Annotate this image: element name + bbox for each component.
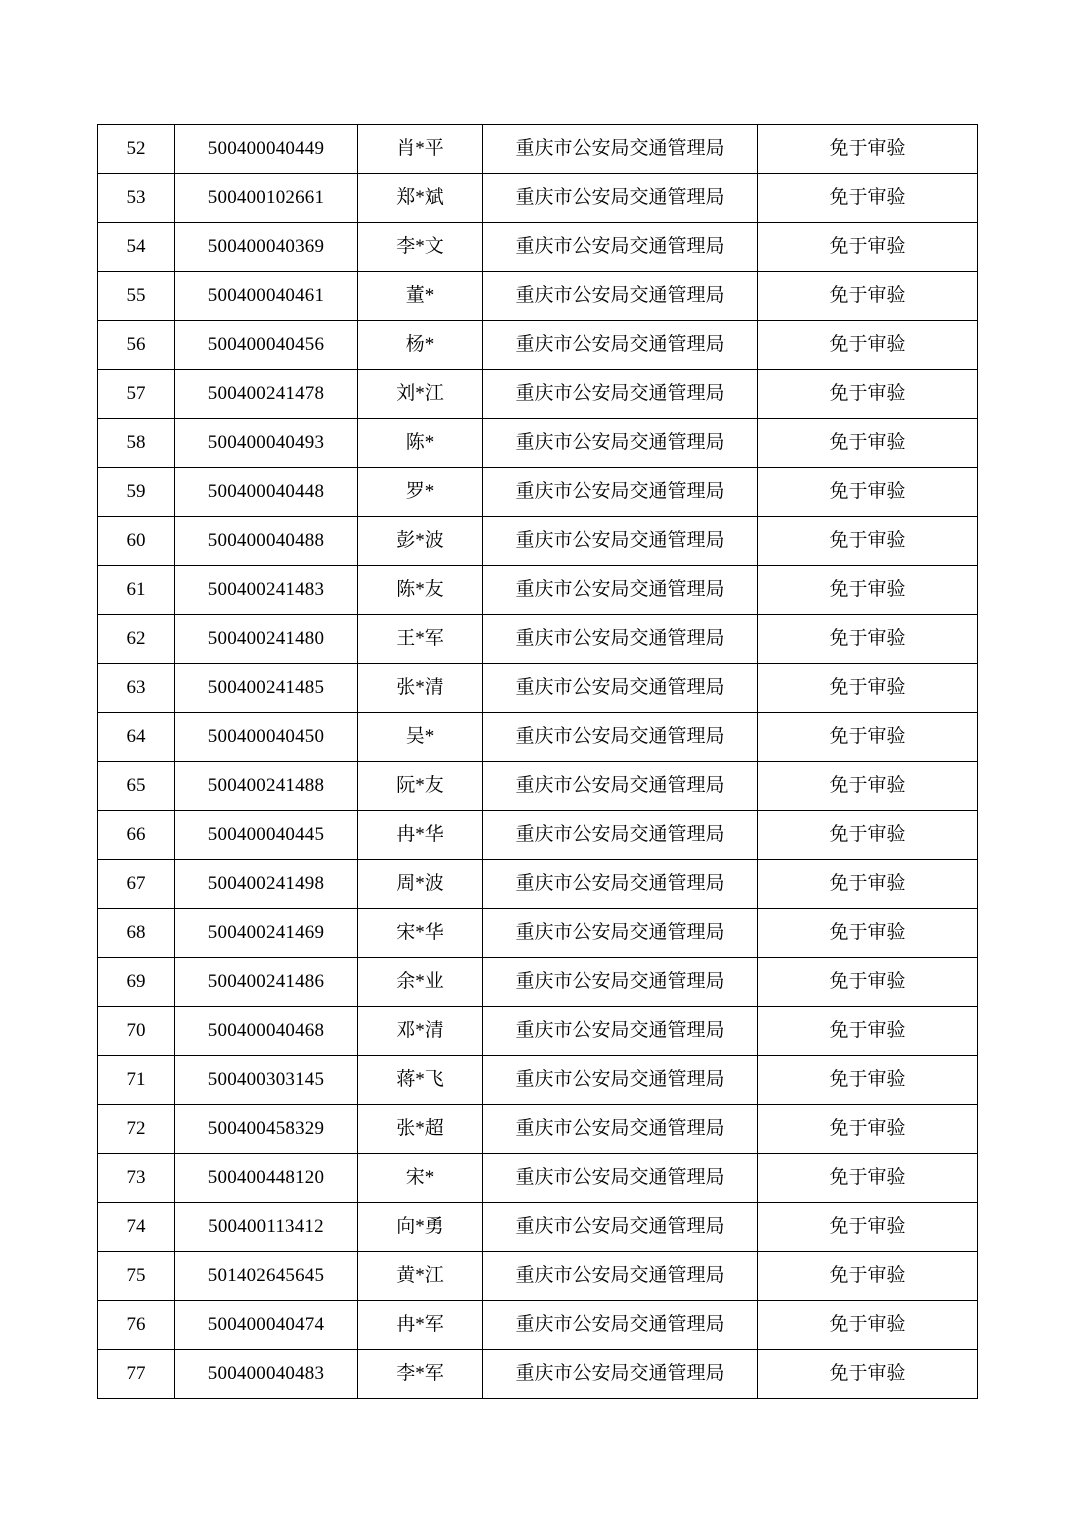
cell-index: 70 — [98, 1007, 175, 1056]
table-row — [98, 517, 978, 566]
cell-name: 郑*斌 — [358, 174, 483, 223]
cell-name: 罗* — [358, 468, 483, 517]
cell-index: 76 — [98, 1301, 175, 1350]
cell-status: 免于审验 — [758, 958, 978, 1007]
cell-id: 500400448120 — [175, 1154, 358, 1203]
cell-id: 500400040448 — [175, 468, 358, 517]
cell-id: 500400303145 — [175, 1056, 358, 1105]
cell-status: 免于审验 — [758, 1252, 978, 1301]
table-row — [98, 1056, 978, 1105]
cell-org: 重庆市公安局交通管理局 — [483, 713, 758, 762]
table-row — [98, 223, 978, 272]
table-row — [98, 1154, 978, 1203]
cell-id: 500400040449 — [175, 125, 358, 174]
cell-id: 500400241469 — [175, 909, 358, 958]
cell-index: 74 — [98, 1203, 175, 1252]
cell-index: 63 — [98, 664, 175, 713]
cell-index: 75 — [98, 1252, 175, 1301]
cell-name: 刘*江 — [358, 370, 483, 419]
cell-status: 免于审验 — [758, 1056, 978, 1105]
cell-org: 重庆市公安局交通管理局 — [483, 811, 758, 860]
cell-status: 免于审验 — [758, 615, 978, 664]
cell-name: 黄*江 — [358, 1252, 483, 1301]
cell-id: 500400040369 — [175, 223, 358, 272]
cell-index: 65 — [98, 762, 175, 811]
cell-status: 免于审验 — [758, 125, 978, 174]
cell-index: 58 — [98, 419, 175, 468]
cell-status: 免于审验 — [758, 517, 978, 566]
cell-org: 重庆市公安局交通管理局 — [483, 370, 758, 419]
table-row — [98, 419, 978, 468]
cell-name: 陈*友 — [358, 566, 483, 615]
table-row — [98, 125, 978, 174]
cell-status: 免于审验 — [758, 321, 978, 370]
table-row — [98, 909, 978, 958]
cell-index: 55 — [98, 272, 175, 321]
cell-status: 免于审验 — [758, 713, 978, 762]
cell-name: 宋*华 — [358, 909, 483, 958]
cell-id: 500400102661 — [175, 174, 358, 223]
cell-name: 王*军 — [358, 615, 483, 664]
cell-name: 向*勇 — [358, 1203, 483, 1252]
cell-name: 周*波 — [358, 860, 483, 909]
table-row — [98, 321, 978, 370]
cell-name: 吴* — [358, 713, 483, 762]
cell-org: 重庆市公安局交通管理局 — [483, 174, 758, 223]
cell-name: 张*超 — [358, 1105, 483, 1154]
cell-status: 免于审验 — [758, 1154, 978, 1203]
cell-id: 500400241480 — [175, 615, 358, 664]
table-row — [98, 272, 978, 321]
cell-org: 重庆市公安局交通管理局 — [483, 1203, 758, 1252]
cell-name: 张*清 — [358, 664, 483, 713]
cell-index: 73 — [98, 1154, 175, 1203]
cell-id: 500400241483 — [175, 566, 358, 615]
cell-status: 免于审验 — [758, 370, 978, 419]
cell-id: 500400040483 — [175, 1350, 358, 1399]
cell-id: 500400040493 — [175, 419, 358, 468]
cell-org: 重庆市公安局交通管理局 — [483, 125, 758, 174]
cell-org: 重庆市公安局交通管理局 — [483, 1301, 758, 1350]
table-row — [98, 615, 978, 664]
cell-status: 免于审验 — [758, 811, 978, 860]
cell-status: 免于审验 — [758, 566, 978, 615]
cell-index: 60 — [98, 517, 175, 566]
cell-status: 免于审验 — [758, 272, 978, 321]
cell-status: 免于审验 — [758, 223, 978, 272]
cell-status: 免于审验 — [758, 174, 978, 223]
table-row — [98, 468, 978, 517]
cell-index: 54 — [98, 223, 175, 272]
cell-org: 重庆市公安局交通管理局 — [483, 468, 758, 517]
cell-org: 重庆市公安局交通管理局 — [483, 762, 758, 811]
table-row — [98, 1007, 978, 1056]
cell-name: 董* — [358, 272, 483, 321]
cell-id: 501402645645 — [175, 1252, 358, 1301]
cell-id: 500400040445 — [175, 811, 358, 860]
cell-index: 71 — [98, 1056, 175, 1105]
cell-id: 500400040488 — [175, 517, 358, 566]
cell-org: 重庆市公安局交通管理局 — [483, 860, 758, 909]
cell-index: 61 — [98, 566, 175, 615]
records-table-container — [97, 124, 977, 1399]
cell-name: 杨* — [358, 321, 483, 370]
cell-id: 500400113412 — [175, 1203, 358, 1252]
cell-status: 免于审验 — [758, 419, 978, 468]
cell-id: 500400040474 — [175, 1301, 358, 1350]
cell-id: 500400040450 — [175, 713, 358, 762]
cell-org: 重庆市公安局交通管理局 — [483, 615, 758, 664]
cell-name: 宋* — [358, 1154, 483, 1203]
cell-org: 重庆市公安局交通管理局 — [483, 1105, 758, 1154]
cell-index: 66 — [98, 811, 175, 860]
cell-name: 陈* — [358, 419, 483, 468]
cell-org: 重庆市公安局交通管理局 — [483, 1252, 758, 1301]
cell-org: 重庆市公安局交通管理局 — [483, 1350, 758, 1399]
table-row — [98, 1252, 978, 1301]
cell-org: 重庆市公安局交通管理局 — [483, 321, 758, 370]
table-row — [98, 1105, 978, 1154]
cell-status: 免于审验 — [758, 1350, 978, 1399]
cell-status: 免于审验 — [758, 1301, 978, 1350]
cell-name: 冉*军 — [358, 1301, 483, 1350]
cell-index: 69 — [98, 958, 175, 1007]
table-row — [98, 811, 978, 860]
cell-name: 余*业 — [358, 958, 483, 1007]
table-row — [98, 713, 978, 762]
cell-name: 阮*友 — [358, 762, 483, 811]
cell-org: 重庆市公安局交通管理局 — [483, 909, 758, 958]
cell-index: 72 — [98, 1105, 175, 1154]
table-row — [98, 174, 978, 223]
cell-id: 500400458329 — [175, 1105, 358, 1154]
cell-index: 59 — [98, 468, 175, 517]
cell-name: 李*文 — [358, 223, 483, 272]
cell-id: 500400241488 — [175, 762, 358, 811]
cell-id: 500400241486 — [175, 958, 358, 1007]
table-row — [98, 958, 978, 1007]
cell-index: 77 — [98, 1350, 175, 1399]
cell-id: 500400040468 — [175, 1007, 358, 1056]
cell-id: 500400040456 — [175, 321, 358, 370]
table-row — [98, 1350, 978, 1399]
cell-status: 免于审验 — [758, 1105, 978, 1154]
cell-id: 500400040461 — [175, 272, 358, 321]
cell-status: 免于审验 — [758, 762, 978, 811]
cell-org: 重庆市公安局交通管理局 — [483, 272, 758, 321]
cell-org: 重庆市公安局交通管理局 — [483, 566, 758, 615]
cell-id: 500400241485 — [175, 664, 358, 713]
cell-index: 64 — [98, 713, 175, 762]
cell-status: 免于审验 — [758, 1007, 978, 1056]
records-table-body — [98, 125, 978, 1399]
table-row — [98, 1301, 978, 1350]
cell-name: 冉*华 — [358, 811, 483, 860]
cell-index: 67 — [98, 860, 175, 909]
cell-index: 68 — [98, 909, 175, 958]
cell-org: 重庆市公安局交通管理局 — [483, 1056, 758, 1105]
cell-name: 彭*波 — [358, 517, 483, 566]
cell-id: 500400241498 — [175, 860, 358, 909]
cell-index: 52 — [98, 125, 175, 174]
cell-index: 57 — [98, 370, 175, 419]
cell-status: 免于审验 — [758, 664, 978, 713]
cell-name: 肖*平 — [358, 125, 483, 174]
cell-name: 邓*清 — [358, 1007, 483, 1056]
cell-status: 免于审验 — [758, 1203, 978, 1252]
records-table — [97, 124, 978, 1399]
cell-index: 53 — [98, 174, 175, 223]
cell-org: 重庆市公安局交通管理局 — [483, 1007, 758, 1056]
table-row — [98, 762, 978, 811]
cell-index: 62 — [98, 615, 175, 664]
table-row — [98, 860, 978, 909]
table-row — [98, 370, 978, 419]
table-row — [98, 664, 978, 713]
cell-status: 免于审验 — [758, 860, 978, 909]
cell-org: 重庆市公安局交通管理局 — [483, 223, 758, 272]
cell-org: 重庆市公安局交通管理局 — [483, 1154, 758, 1203]
cell-org: 重庆市公安局交通管理局 — [483, 664, 758, 713]
cell-org: 重庆市公安局交通管理局 — [483, 958, 758, 1007]
cell-status: 免于审验 — [758, 468, 978, 517]
cell-name: 蒋*飞 — [358, 1056, 483, 1105]
cell-org: 重庆市公安局交通管理局 — [483, 419, 758, 468]
cell-name: 李*军 — [358, 1350, 483, 1399]
cell-org: 重庆市公安局交通管理局 — [483, 517, 758, 566]
cell-status: 免于审验 — [758, 909, 978, 958]
table-row — [98, 566, 978, 615]
cell-id: 500400241478 — [175, 370, 358, 419]
cell-index: 56 — [98, 321, 175, 370]
table-row — [98, 1203, 978, 1252]
